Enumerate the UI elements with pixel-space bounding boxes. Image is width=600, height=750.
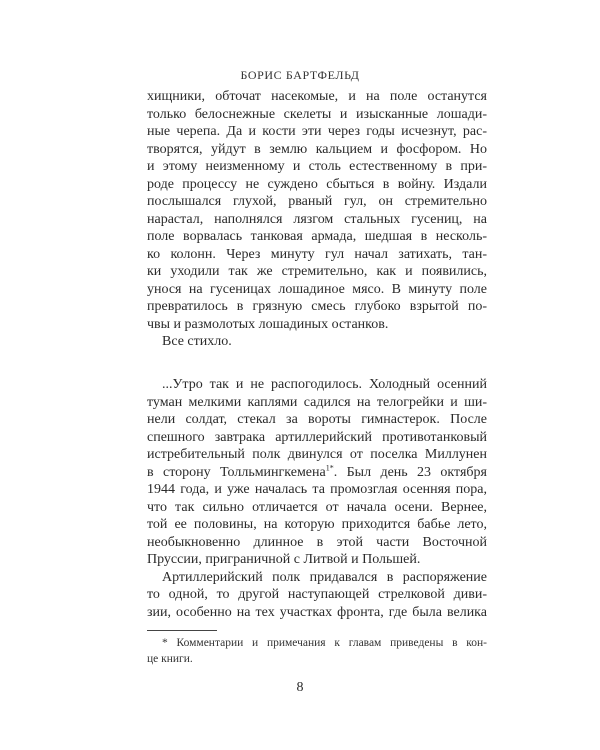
- text-line: только белоснежные скелеты и изысканные лошади-: [147, 106, 487, 122]
- text-line: ко колонн. Через минуту гул начал затихать, тан-: [147, 246, 487, 262]
- text-line: зии, особенно на тех участках фронта, где была велика: [147, 604, 487, 620]
- footnote-mark[interactable]: 1*: [325, 462, 334, 472]
- text-line: что так сильно отличается от начала осени. Вернее,: [147, 499, 487, 515]
- text-line: нели солдат, стекал за вороты гимнастерок. После: [147, 412, 487, 427]
- text-line: необыкновенно длинное в этой части Восточной: [147, 534, 487, 550]
- text-line: [147, 464, 487, 482]
- text-line: хищники, обточат насекомые, и на поле останутся: [147, 89, 487, 104]
- text-line: 1944 года, и уже началась та промозглая осенняя пора,: [147, 482, 487, 497]
- text-fragment: . Был день 23 октября: [333, 464, 487, 480]
- text-line: поле ворвалась танковая армада, шедшая в несколь-: [147, 229, 487, 244]
- text-line: превратилось в грязную смесь глубоко взрытой по-: [147, 299, 487, 314]
- text-line: ные черепа. Да и кости эти через годы исчезнут, рас-: [147, 124, 487, 139]
- text-line: Все стихло.: [162, 334, 232, 349]
- body-text-section-2: [147, 376, 487, 621]
- text-line: той ее половины, на которую приходится бабье лето,: [147, 517, 487, 532]
- footnote-line: * Комментарии и примечания к главам приведены в кон-: [162, 637, 487, 649]
- footnote-line: це книги.: [147, 652, 193, 665]
- text-line: истребительный полк двинулся от поселка Миллунен: [147, 447, 487, 462]
- text-line: нарастал, наполнялся лязгом стальных гусениц, на: [147, 211, 487, 227]
- page-number: 8: [296, 680, 304, 695]
- text-line: ...Утро так и не распогодилось. Холодный осенний: [162, 377, 487, 392]
- running-header: БОРИС БАРТФЕЛЬД: [240, 68, 360, 82]
- text-line: туман мелкими каплями садился на телогрейки и ши-: [147, 394, 487, 410]
- text-line: послышался глухой, рваный гул, он стремительно: [147, 194, 487, 209]
- text-line: спешного завтрака артиллерийский противотанковый: [147, 429, 487, 445]
- footnote-divider: [147, 630, 217, 631]
- text-line: роде процессу не суждено сбыться в войну. Издали: [147, 176, 487, 192]
- text-line: то одной, то другой наступающей стрелковой диви-: [147, 587, 487, 602]
- text-line: Артиллерийский полк придавался в распоряжение: [162, 569, 487, 585]
- text-fragment: в сторону Толльмингкемена: [147, 464, 326, 480]
- text-line: и этому неизменному и столь естественному в при-: [147, 159, 487, 174]
- footnote: [147, 636, 487, 667]
- text-line: Пруссии, приграничной с Литвой и Польшей.: [147, 552, 421, 567]
- body-text-section-1: [147, 88, 487, 351]
- text-line: унося на гусеницах лошадиное мясо. В минуту поле: [147, 281, 487, 297]
- text-line: творятся, уйдут в землю кальцием и фосфором. Но: [147, 141, 487, 157]
- text-line: ки уходили так же стремительно, как и появились,: [147, 264, 487, 279]
- text-line: чвы и размолотых лошадиных останков.: [147, 316, 389, 332]
